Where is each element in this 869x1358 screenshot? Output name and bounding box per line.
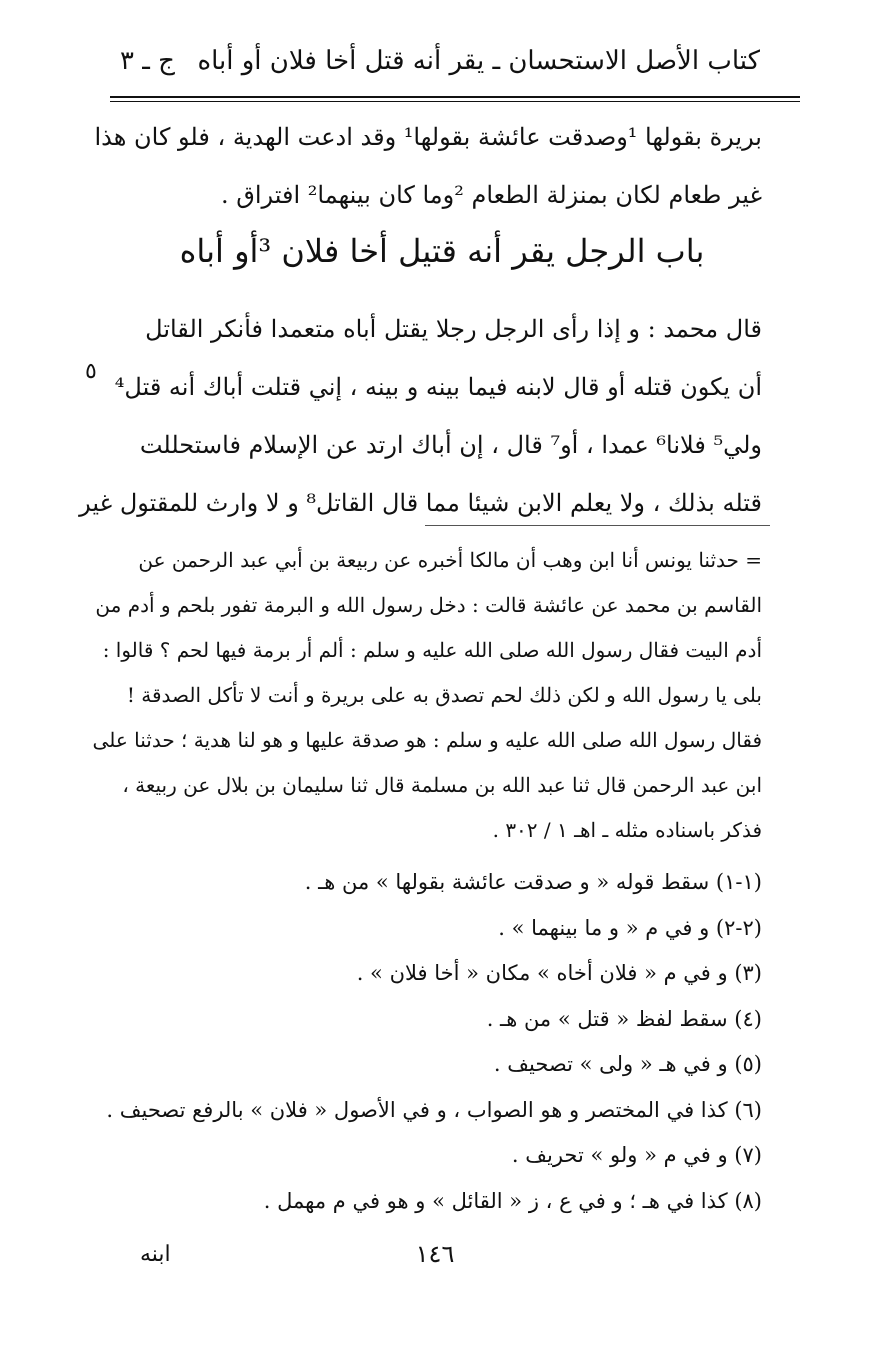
footnote: (٦) كذا في المختصر و هو الصواب ، و في الأصول « فلان » بالرفع تصحيف . bbox=[106, 1097, 762, 1122]
margin-line-number: ٥ bbox=[85, 359, 97, 384]
footnote: (٣) و في م « فلان أخاه » مكان « أخا فلان » . bbox=[356, 961, 762, 985]
header-title: كتاب الأصل الاستحسان ـ يقر أنه قتل أخا فلان أو أباه bbox=[197, 46, 760, 76]
text-line: أن يكون قتله أو قال لابنه فيما بينه و بينه ، إني قتلت أباك أنه قتل⁴ bbox=[114, 373, 762, 401]
note-line: فذكر باسناده مثله ـ اهـ ١ / ٣٠٢ . bbox=[492, 818, 762, 842]
catchword: ابنه bbox=[140, 1242, 171, 1267]
header-volume: ج ـ ٣ bbox=[120, 46, 175, 76]
note-line: القاسم بن محمد عن عائشة قالت : دخل رسول الله و البرمة تفور بلحم و أدم من bbox=[95, 593, 762, 617]
footnotes bbox=[106, 860, 762, 1224]
text-line: غير طعام لكان بمنزلة الطعام ²وما كان بينهما² افتراق . bbox=[220, 181, 762, 209]
text-line: ولي⁵ فلانا⁶ عمدا ، أو⁷ قال ، إن أباك ارتد عن الإسلام فاستحللت bbox=[139, 431, 762, 459]
footnote: (٧) و في م « ولو » تحريف . bbox=[511, 1143, 762, 1167]
note-line: أدم البيت فقال رسول الله صلى الله عليه و سلم : ألم أر برمة فيها لحم ؟ قالوا : bbox=[102, 638, 762, 662]
page-number: ١٤٦ bbox=[415, 1240, 455, 1268]
chapter-title: باب الرجل يقر أنه قتيل أخا فلان ³أو أباه bbox=[179, 232, 705, 270]
text-line: قال محمد : و إذا رأى الرجل رجلا يقتل أباه متعمدا فأنكر القاتل bbox=[145, 315, 762, 343]
notes-separator bbox=[425, 525, 770, 526]
continuation-text bbox=[94, 108, 762, 224]
text-line: قتله بذلك ، ولا يعلم الابن شيئا مما قال القاتل⁸ و لا وارث للمقتول غير bbox=[79, 489, 762, 517]
header-rule-thick bbox=[110, 96, 800, 98]
note-line: فقال رسول الله صلى الله عليه و سلم : هو صدقة عليها و هو لنا هدية ؛ حدثنا على bbox=[92, 728, 762, 752]
header-rule-thin bbox=[110, 101, 800, 102]
note-line: ابن عبد الرحمن قال ثنا عبد الله بن مسلمة قال ثنا سليمان بن بلال عن ربيعة ، bbox=[122, 773, 762, 797]
footnote: (١-١) سقط قوله « و صدقت عائشة بقولها » من هـ . bbox=[304, 870, 762, 894]
commentary-notes bbox=[92, 538, 762, 853]
footnote: (٤) سقط لفظ « قتل » من هـ . bbox=[486, 1006, 762, 1031]
footnote: (٥) و في هـ « ولى » تصحيف . bbox=[493, 1052, 762, 1076]
main-text bbox=[79, 300, 762, 532]
running-header bbox=[120, 40, 760, 90]
note-line: = حدثنا يونس أنا ابن وهب أن مالكا أخبره عن ربيعة بن أبي عبد الرحمن عن bbox=[138, 548, 762, 572]
note-line: بلى يا رسول الله و لكن ذلك لحم تصدق به على بريرة و أنت لا تأكل الصدقة ! bbox=[126, 683, 762, 707]
text-line: بريرة بقولها ¹وصدقت عائشة بقولها¹ وقد ادعت الهدية ، فلو كان هذا bbox=[94, 123, 762, 151]
footnote: (٢-٢) و في م « و ما بينهما » . bbox=[498, 915, 762, 940]
footnote: (٨) كذا في هـ ؛ و في ع ، ز « القائل » و هو في م مهمل . bbox=[263, 1188, 762, 1213]
